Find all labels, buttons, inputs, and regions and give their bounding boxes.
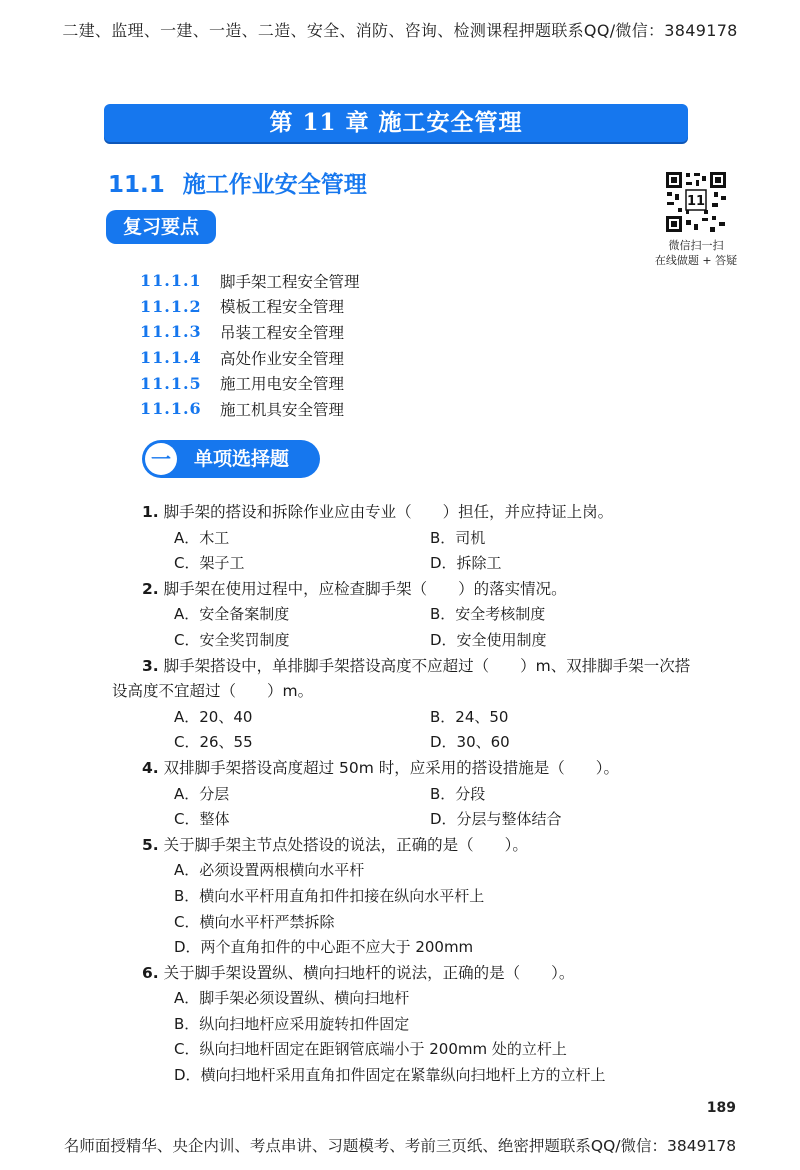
toc-item-title: 施工用电安全管理	[220, 375, 345, 394]
section-heading	[108, 166, 367, 199]
option-a[interactable]: A．木工	[174, 528, 230, 547]
option-b[interactable]: B．安全考核制度	[430, 605, 546, 624]
option-a[interactable]: A．必须设置两根横向水平杆	[174, 861, 365, 880]
toc-item-number: 11.1.2	[140, 296, 202, 316]
toc-item	[140, 268, 360, 294]
toc-item	[140, 294, 360, 320]
option-d[interactable]: D．横向扫地杆采用直角扣件固定在紧靠纵向扫地杆上方的立杆上	[174, 1066, 606, 1085]
toc-item-number: 11.1.5	[140, 373, 202, 393]
option-c[interactable]: C．26、55	[174, 733, 253, 752]
qr-caption-line2: 在线做题 + 答疑	[654, 254, 738, 267]
option-group	[112, 986, 702, 1088]
option-d[interactable]: D．分层与整体结合	[430, 810, 562, 829]
toc-item	[140, 370, 360, 396]
toc-item-number: 11.1.6	[140, 399, 202, 419]
review-points-label: 复习要点	[122, 216, 199, 238]
option-d[interactable]: D．安全使用制度	[430, 630, 547, 649]
option-a[interactable]: A．20、40	[174, 707, 253, 726]
toc-item-title: 施工机具安全管理	[220, 400, 345, 419]
question-number: 1.	[142, 503, 159, 521]
question-text: 脚手架在使用过程中，应检查脚手架（ ）的落实情况。	[163, 579, 567, 598]
option-d[interactable]: D．两个直角扣件的中心距不应大于 200mm	[174, 938, 474, 957]
toc-item	[140, 345, 360, 371]
question-stem	[112, 500, 702, 526]
qr-caption	[648, 238, 744, 268]
toc-item	[140, 319, 360, 345]
question-text: 关于脚手架主节点处搭设的说法，正确的是（ ）。	[163, 835, 528, 854]
question-item	[112, 577, 702, 654]
option-b[interactable]: B．纵向扫地杆应采用旋转扣件固定	[174, 1014, 410, 1033]
option-c[interactable]: C．横向水平杆严禁拆除	[174, 912, 335, 931]
toc-item-number: 11.1.4	[140, 348, 202, 368]
chapter-title-bar	[104, 104, 688, 142]
chapter-title: 第 11 章 施工安全管理	[269, 109, 523, 136]
review-points-tab	[106, 210, 216, 244]
toc-item-title: 脚手架工程安全管理	[220, 272, 360, 291]
single-choice-label: 单项选择题	[194, 448, 290, 470]
option-a[interactable]: A．安全备案制度	[174, 605, 290, 624]
question-text: 脚手架搭设中，单排脚手架搭设高度不应超过（ ）m、双排脚手架一次搭设高度不宜超过（ ）m。	[112, 656, 691, 701]
question-stem	[112, 577, 702, 603]
question-text: 脚手架的搭设和拆除作业应由专业（ ）担任，并应持证上岗。	[163, 503, 614, 521]
toc-item-title: 高处作业安全管理	[220, 349, 345, 368]
question-item	[112, 961, 702, 1089]
toc-item-number: 11.1.3	[140, 322, 202, 342]
option-d[interactable]: D．拆除工	[430, 554, 502, 573]
question-item	[112, 833, 702, 961]
option-a[interactable]: A．分层	[174, 784, 230, 803]
section-title: 施工作业安全管理	[182, 172, 367, 198]
option-group	[112, 858, 702, 960]
option-group	[112, 782, 702, 833]
qr-code-icon[interactable]	[664, 170, 728, 234]
section-toc	[140, 268, 360, 422]
question-list	[112, 500, 702, 1089]
toc-item-title: 模板工程安全管理	[220, 298, 345, 317]
footer-banner: 名师面授精华、央企内训、考点串讲、习题模考、考前三页纸、绝密押题联系QQ/微信：3849178	[63, 1137, 737, 1155]
toc-item-title: 吊装工程安全管理	[220, 323, 345, 342]
question-stem	[112, 756, 702, 782]
question-item	[112, 654, 702, 756]
question-stem	[112, 833, 702, 859]
toc-item	[140, 396, 360, 422]
single-choice-heading	[142, 440, 320, 478]
question-number: 6.	[142, 963, 159, 982]
option-c[interactable]: C．安全奖罚制度	[174, 630, 290, 649]
question-number: 4.	[142, 758, 159, 777]
option-group	[112, 602, 702, 653]
qr-badge-number: 11	[686, 194, 706, 209]
header-banner: 二建、监理、一建、一造、二造、安全、消防、咨询、检测课程押题联系QQ/微信：3849178	[62, 21, 738, 40]
single-choice-badge: 一	[145, 443, 177, 475]
option-b[interactable]: B．24、50	[430, 707, 509, 726]
question-text: 关于脚手架设置纵、横向扫地杆的说法，正确的是（ ）。	[163, 963, 575, 982]
option-b[interactable]: B．横向水平杆用直角扣件扣接在纵向水平杆上	[174, 886, 485, 905]
option-group	[112, 705, 702, 756]
option-c[interactable]: C．整体	[174, 810, 230, 829]
question-number: 2.	[142, 579, 159, 598]
qr-caption-line1: 微信扫一扫	[668, 239, 724, 252]
option-b[interactable]: B．分段	[430, 784, 486, 803]
option-c[interactable]: C．纵向扫地杆固定在距钢管底端小于 200mm 处的立杆上	[174, 1040, 567, 1059]
page-number: 189	[706, 1100, 736, 1116]
question-text: 双排脚手架搭设高度超过 50m 时，应采用的搭设措施是（ ）。	[163, 758, 620, 777]
question-number: 5.	[142, 835, 159, 854]
option-group	[112, 526, 702, 577]
question-stem	[112, 961, 702, 987]
option-d[interactable]: D．30、60	[430, 733, 510, 752]
question-item	[112, 500, 702, 577]
question-number: 3.	[142, 656, 159, 675]
toc-item-number: 11.1.1	[140, 271, 202, 291]
option-a[interactable]: A．脚手架必须设置纵、横向扫地杆	[174, 989, 410, 1008]
question-stem	[112, 654, 702, 705]
question-item	[112, 756, 702, 833]
option-c[interactable]: C．架子工	[174, 554, 245, 573]
option-b[interactable]: B．司机	[430, 528, 486, 547]
section-number: 11.1	[108, 172, 165, 198]
